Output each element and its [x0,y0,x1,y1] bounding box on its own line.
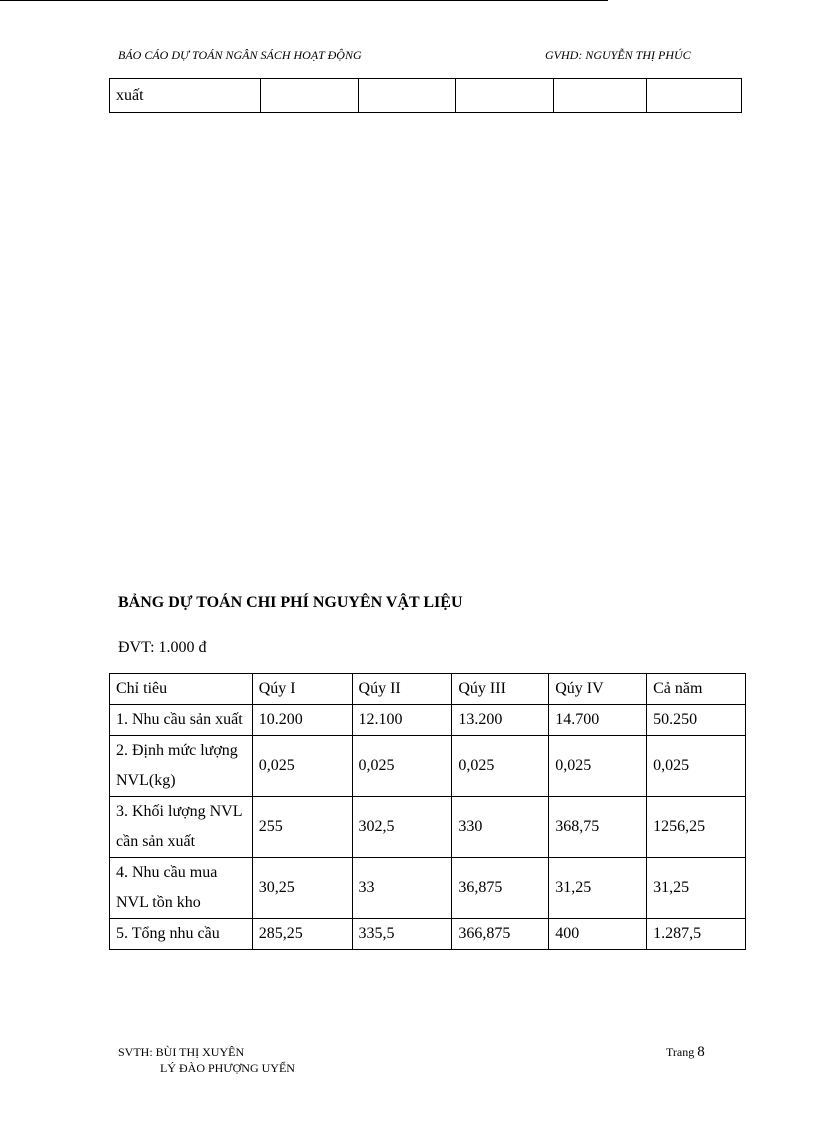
footer-student-1: SVTH: BÙI THỊ XUYÊN [118,1045,245,1059]
table-cell: 31,25 [647,858,746,919]
table-cell [358,79,456,113]
table-cell: 50.250 [647,705,746,736]
table-cell: 10.200 [252,705,352,736]
row-label: 3. Khối lượng NVL cần sản xuất [110,797,253,858]
row-label: 5. Tổng nhu cầu [110,919,253,950]
table-row [110,736,746,797]
header-instructor: GVHD: NGUYỄN THỊ PHÚC [545,48,691,62]
table-cell: 12.100 [352,705,452,736]
footer-student-2: LÝ ĐÀO PHƯỢNG UYỂN [160,1061,295,1075]
table-cell: 30,25 [252,858,352,919]
table-header-cell: Qúy IV [549,674,647,705]
continued-table [109,78,742,113]
page-number-value: 8 [697,1044,705,1060]
table-cell: 0,025 [452,736,549,797]
unit-label: ĐVT: 1.000 đ [118,639,207,656]
table-cell: 335,5 [352,919,452,950]
table-cell [260,79,358,113]
footer-students [118,1044,295,1076]
table-cell: 14.700 [549,705,647,736]
table-row [110,858,746,919]
table-header-row [110,674,746,705]
table-cell: 255 [252,797,352,858]
section-title: BẢNG DỰ TOÁN CHI PHÍ NGUYÊN VẬT LIỆU [118,594,463,611]
table-header-cell: Qúy II [352,674,452,705]
top-rule [0,0,608,1]
material-cost-table [109,673,746,950]
table-cell: 31,25 [549,858,647,919]
table-cell: 285,25 [252,919,352,950]
row-label: 4. Nhu cầu mua NVL tồn kho [110,858,253,919]
page-number [666,1044,705,1061]
row-label: 1. Nhu cầu sản xuất [110,705,253,736]
table-cell: 366,875 [452,919,549,950]
table-cell: 36,875 [452,858,549,919]
page-label: Trang [666,1045,695,1059]
table-cell: 302,5 [352,797,452,858]
table-row [110,79,742,113]
table-cell: 1.287,5 [647,919,746,950]
table-header-cell: Cả năm [647,674,746,705]
table-cell: 0,025 [352,736,452,797]
table-row [110,705,746,736]
table-row [110,797,746,858]
table-cell: 368,75 [549,797,647,858]
table-cell: 330 [452,797,549,858]
table-cell: xuất [110,79,261,113]
table-header-cell: Qúy III [452,674,549,705]
header-report-title: BÁO CÁO DỰ TOÁN NGÂN SÁCH HOẠT ĐỘNG [118,48,362,62]
table-header-cell: Chỉ tiêu [110,674,253,705]
row-label: 2. Định mức lượng NVL(kg) [110,736,253,797]
table-cell: 0,025 [252,736,352,797]
table-header-cell: Qúy I [252,674,352,705]
table-cell: 13.200 [452,705,549,736]
table-row [110,919,746,950]
table-cell [647,79,742,113]
table-cell: 1256,25 [647,797,746,858]
table-cell: 0,025 [647,736,746,797]
table-cell [456,79,554,113]
table-cell [554,79,647,113]
table-cell: 0,025 [549,736,647,797]
table-cell: 33 [352,858,452,919]
table-cell: 400 [549,919,647,950]
